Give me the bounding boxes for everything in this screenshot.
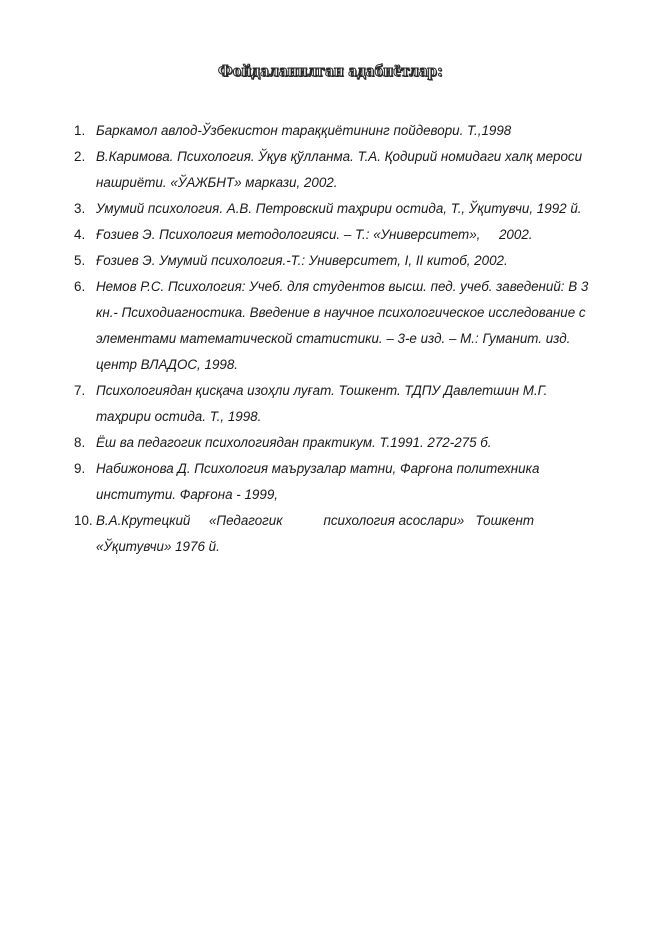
reference-number: 8. xyxy=(74,435,86,450)
reference-item xyxy=(74,378,634,430)
reference-text-line: элементами математической статистики. – 3-е изд. – М.: Гуманит. изд. xyxy=(96,331,571,346)
reference-item xyxy=(74,274,634,378)
reference-item xyxy=(74,508,634,560)
reference-number: 4. xyxy=(74,227,86,242)
reference-number: 2. xyxy=(74,149,86,164)
reference-number: 5. xyxy=(74,253,86,268)
reference-text-line: «Ўқитувчи» 1976 й. xyxy=(96,539,220,554)
reference-item xyxy=(74,222,634,248)
reference-number: 1. xyxy=(74,123,86,138)
reference-text-line: центр ВЛАДОС, 1998. xyxy=(96,357,239,372)
page-title: Фойдаланилган адабиётлар: xyxy=(217,61,444,80)
reference-text-line: Ғозиев Э. Психология методологияси. – Т.: «Университет», 2002. xyxy=(96,227,533,242)
reference-item xyxy=(74,144,634,196)
reference-text-line: Умумий психология. А.В. Петровский таҳрири остида, Т., Ўқитувчи, 1992 й. xyxy=(96,201,582,216)
reference-item xyxy=(74,196,634,222)
reference-item xyxy=(74,248,634,274)
reference-number: 7. xyxy=(74,383,86,398)
reference-text-line: Набижонова Д. Психология маърузалар матни, Фарғона политехника xyxy=(96,461,540,476)
reference-number: 6. xyxy=(74,279,86,294)
reference-list xyxy=(74,118,634,560)
reference-text-line: таҳрири остида. Т., 1998. xyxy=(96,409,262,424)
reference-text-line: кн.- Психодиагностика. Введение в научное психологическое исследование с xyxy=(96,305,586,320)
reference-number: 9. xyxy=(74,461,86,476)
reference-item xyxy=(74,456,634,508)
reference-text-line: Ёш ва педагогик психологиядан практикум. Т.1991. 272-275 б. xyxy=(96,435,492,450)
reference-text-line: нашриёти. «ЎАЖБНТ» маркази, 2002. xyxy=(96,175,338,190)
reference-text-line: В.А.Крутецкий «Педагогик психология асослари» Тошкент xyxy=(96,513,534,528)
reference-text-line: Ғозиев Э. Умумий психология.-Т.: Университет, I, II китоб, 2002. xyxy=(96,253,508,268)
reference-text-line: институти. Фарғона - 1999, xyxy=(96,487,278,502)
reference-item xyxy=(74,430,634,456)
reference-text-line: Баркамол авлод-Ўзбекистон тараққиётининг пойдевори. Т.,1998 xyxy=(96,123,512,138)
reference-text-line: В.Каримова. Психология. Ўқув қўлланма. Т.А. Қодирий номидаги халқ мероси xyxy=(96,149,583,164)
reference-text-line: Немов Р.С. Психология: Учеб. для студентов высш. пед. учеб. заведений: В 3 xyxy=(96,279,589,294)
reference-number: 3. xyxy=(74,201,86,216)
reference-text-line: Психологиядан қисқача изоҳли луғат. Тошкент. ТДПУ Давлетшин М.Г. xyxy=(96,383,548,398)
reference-item xyxy=(74,118,634,144)
reference-number: 10. xyxy=(74,513,93,528)
